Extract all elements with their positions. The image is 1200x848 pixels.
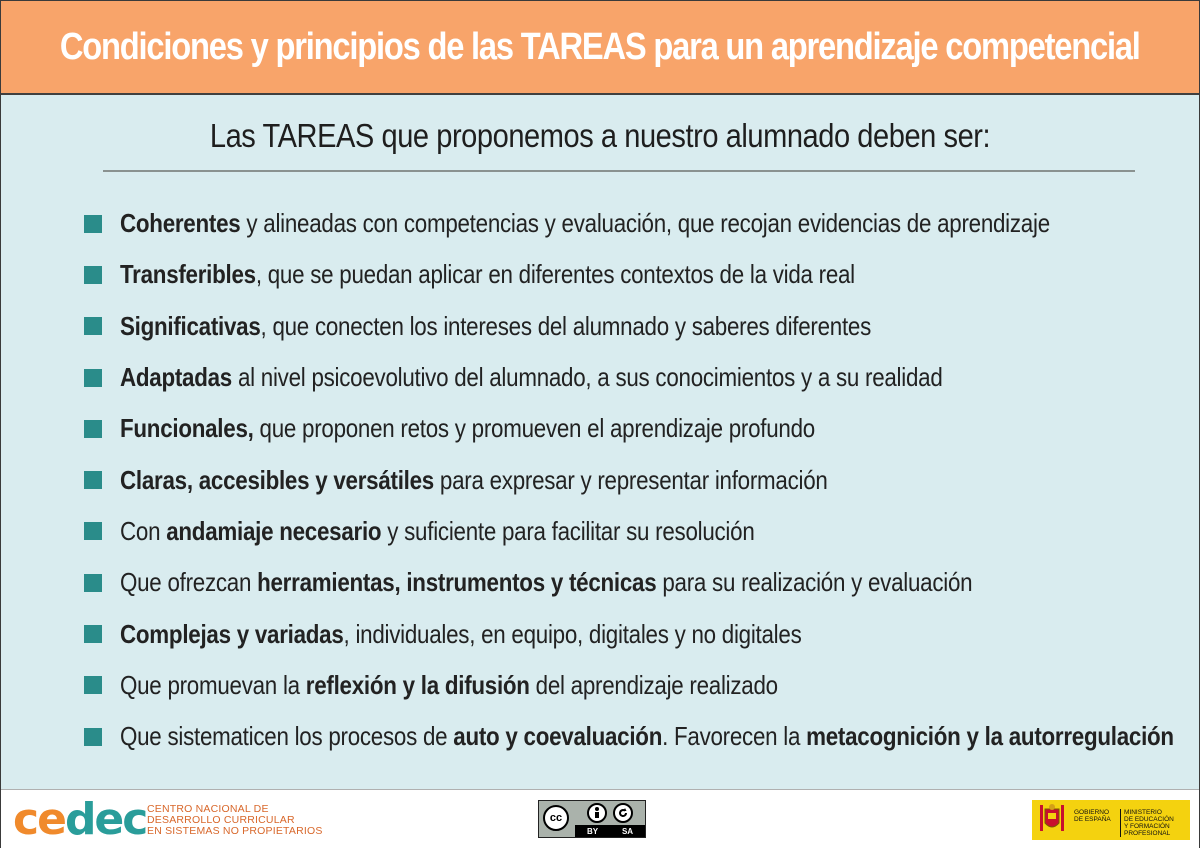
- task-list: [1, 198, 1199, 762]
- square-bullet-icon: [84, 420, 102, 438]
- square-bullet-icon: [84, 369, 102, 387]
- page-header: [1, 1, 1199, 95]
- list-item-text: Adaptadas al nivel psicoevolutivo del alumnado, a sus conocimientos y a su realidad: [120, 362, 943, 393]
- list-item-text: Transferibles, que se puedan aplicar en diferentes contextos de la vida real: [120, 259, 855, 290]
- square-bullet-icon: [84, 676, 102, 694]
- cc-icon: cc: [543, 805, 569, 831]
- cedec-full-name: CENTRO NACIONAL DE DESARROLLO CURRICULAR EN SISTEMAS NO PROPIETARIOS: [147, 803, 323, 837]
- attribution-icon: [587, 803, 607, 823]
- list-item: [1, 454, 1199, 505]
- list-item-text: Con andamiaje necesario y suficiente para facilitar su resolución: [120, 515, 755, 546]
- square-bullet-icon: [84, 625, 102, 643]
- list-item-text: Que ofrezcan herramientas, instrumentos y técnicas para su realización y evaluación: [120, 567, 973, 598]
- list-item: [1, 711, 1199, 762]
- footer: [1, 789, 1199, 848]
- square-bullet-icon: [84, 471, 102, 489]
- list-item-text: Funcionales, que proponen retos y promueven el aprendizaje profundo: [120, 413, 815, 444]
- list-item-text: Significativas, que conecten los intereses del alumnado y saberes diferentes: [120, 310, 872, 341]
- list-item: [1, 403, 1199, 454]
- square-bullet-icon: [84, 317, 102, 335]
- list-item: [1, 249, 1199, 300]
- list-item-text: Coherentes y alineadas con competencias y evaluación, que recojan evidencias de aprendizaje: [120, 208, 1050, 239]
- square-bullet-icon: [84, 266, 102, 284]
- square-bullet-icon: [84, 574, 102, 592]
- list-item: [1, 557, 1199, 608]
- list-item: [1, 198, 1199, 249]
- cedec-logo: cedec: [13, 794, 147, 845]
- page-title: Condiciones y principios de las TAREAS para un aprendizaje competencial: [60, 25, 1140, 68]
- list-item: [1, 301, 1199, 352]
- spain-coat-of-arms-icon: [1038, 803, 1066, 837]
- ministry-label: MINISTERIO DE EDUCACIÓN Y FORMACIÓN PROFESIONAL: [1120, 809, 1190, 837]
- government-logo: [1032, 800, 1190, 840]
- list-item-text: Que sistematicen los procesos de auto y coevaluación. Favorecen la metacognición y la autorregulación: [120, 721, 1174, 752]
- divider: [103, 170, 1135, 172]
- share-alike-icon: [613, 803, 633, 823]
- content-panel: [1, 95, 1199, 789]
- square-bullet-icon: [84, 728, 102, 746]
- square-bullet-icon: [84, 522, 102, 540]
- subtitle: Las TAREAS que proponemos a nuestro alumnado deben ser:: [209, 117, 991, 154]
- government-label: GOBIERNO DE ESPAÑA: [1074, 809, 1111, 823]
- list-item-text: Claras, accesibles y versátiles para expresar y representar información: [120, 464, 828, 495]
- creative-commons-by-sa-icon: [538, 800, 646, 838]
- list-item-text: Complejas y variadas, individuales, en equipo, digitales y no digitales: [120, 618, 802, 649]
- list-item-text: Que promuevan la reflexión y la difusión del aprendizaje realizado: [120, 669, 778, 700]
- list-item: [1, 660, 1199, 711]
- list-item: [1, 352, 1199, 403]
- license-strip: BY SA: [575, 825, 645, 837]
- list-item: [1, 608, 1199, 659]
- list-item: [1, 506, 1199, 557]
- square-bullet-icon: [84, 215, 102, 233]
